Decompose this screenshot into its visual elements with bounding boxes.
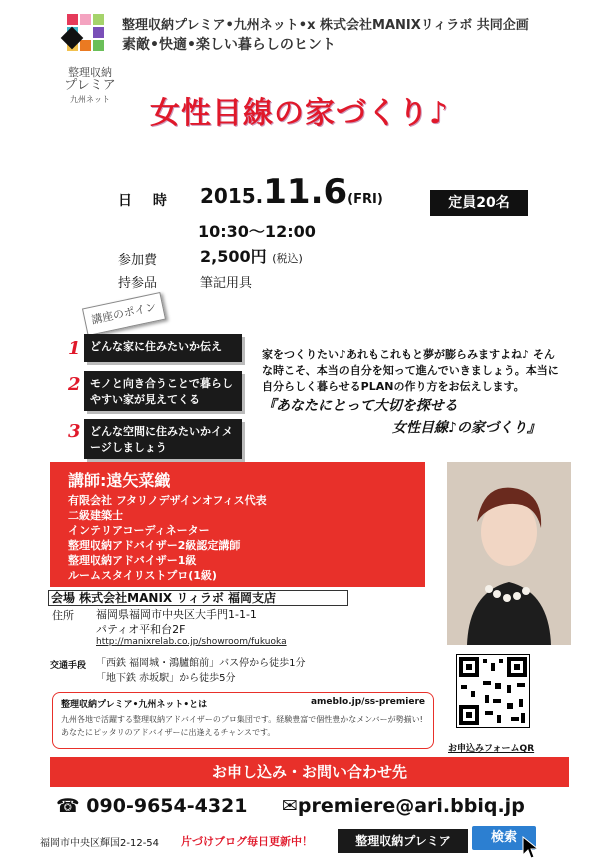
lecturer-name: 講師:遠矢菜織 xyxy=(68,471,171,490)
venue-url-link[interactable]: http://manixrelab.co.jp/showroom/fukuoka xyxy=(96,637,287,647)
qr-code[interactable] xyxy=(456,654,530,728)
intro-emphasis-line2: 女性目線♪の家づくり』 xyxy=(392,420,541,436)
venue-header: 会場 株式会社MANIX リィラボ 福岡支店 xyxy=(48,590,348,606)
header-line2: 素敵•快適•楽しい暮らしのヒント xyxy=(122,37,336,53)
fee-amount: 2,500円 xyxy=(200,247,267,266)
email-address: premiere@ari.bbiq.jp xyxy=(297,795,525,817)
about-blog[interactable]: ameblo.jp/ss-premiere xyxy=(310,697,425,707)
address-line2: パティオ平和台2F xyxy=(96,623,186,636)
about-title-row xyxy=(61,697,425,710)
point-box: モノと向き合うことで暮らしやすい家が見えてくる xyxy=(84,371,242,411)
date-month-day: 11.6 xyxy=(263,172,348,212)
footer-address: 福岡市中央区輝国2-12-54 xyxy=(40,838,160,849)
capacity-badge: 定員20名 xyxy=(430,190,528,216)
bring-value: 筆記用具 xyxy=(200,276,253,291)
footer-blog-note: 片づけブログ毎日更新中！ xyxy=(181,835,313,848)
email-contact[interactable] xyxy=(282,795,525,817)
date-label: 日 時 xyxy=(118,193,175,209)
brand-search-field[interactable]: 整理収納プレミア xyxy=(338,829,468,853)
fee-value xyxy=(200,244,303,267)
point-box: どんな空間に住みたいかイメージしましょう xyxy=(84,419,242,459)
lecturer-credential: 整理収納アドバイザー2級認定講師 xyxy=(68,539,241,552)
lecturer-portrait-image xyxy=(447,462,571,645)
transit-line1: 「西鉄 福岡城・鴻臚館前」バス停から徒歩1分 xyxy=(96,658,306,669)
lecturer-box xyxy=(50,462,425,587)
header-line1: 整理収納プレミア•九州ネット•x 株式会社MANIXリィラボ 共同企画 xyxy=(122,18,529,33)
fee-label: 参加費 xyxy=(118,253,158,268)
cursor-icon xyxy=(522,836,540,860)
phone-number: 090-9654-4321 xyxy=(86,795,248,817)
fee-tax: (税込) xyxy=(272,252,303,265)
logo-square xyxy=(93,40,104,51)
qr-label: お申込みフォームQR xyxy=(448,744,535,754)
point-number: 1 xyxy=(68,338,81,359)
lecturer-credential: 有限会社 フタリノデザインオフィス代表 xyxy=(68,494,267,507)
point-box: どんな家に住みたいか伝え xyxy=(84,334,242,362)
logo-sub: 九州ネット xyxy=(70,95,110,104)
logo-square xyxy=(80,40,91,51)
transit-line2: 「地下鉄 赤坂駅」から徒歩5分 xyxy=(96,673,236,684)
about-description: 九州各地で活躍する整理収納アドバイザーのプロ集団です。経験豊富で個性豊かなメンバーが勢揃い!あなたにピッタリのアドバイザーに出逢えるチャンスです。 xyxy=(61,715,423,737)
phone-contact[interactable] xyxy=(56,795,248,817)
transit-label: 交通手段 xyxy=(50,661,87,671)
logo-square xyxy=(93,27,104,38)
contact-bar: お申し込み・お問い合わせ先 xyxy=(50,757,569,787)
lecturer-credential: 二級建築士 xyxy=(68,509,123,522)
about-box xyxy=(52,692,434,749)
lecturer-photo xyxy=(447,462,571,645)
search-button[interactable]: 検索 xyxy=(472,826,536,850)
qr-code-image xyxy=(457,655,529,727)
logo-name: 整理収納 xyxy=(68,66,112,79)
lecturer-credential: インテリアコーディネーター xyxy=(68,524,210,537)
email-icon: ✉ xyxy=(282,795,298,817)
logo-square xyxy=(93,14,104,25)
points-tag: 講座のポイン xyxy=(82,292,166,336)
intro-emphasis-line1: 『あなたにとって大切を探せる xyxy=(262,398,458,414)
logo-square xyxy=(67,14,78,25)
event-time: 10:30〜12:00 xyxy=(198,222,316,241)
about-title: 整理収納プレミア•九州ネット•とは xyxy=(61,700,208,710)
logo-text xyxy=(60,66,120,106)
address-label: 住所 xyxy=(52,609,74,622)
event-date xyxy=(200,172,383,212)
venue-address xyxy=(96,607,257,637)
transit-info xyxy=(96,656,306,686)
bring-label: 持参品 xyxy=(118,276,158,291)
logo-square xyxy=(80,14,91,25)
address-line1: 福岡県福岡市中央区大手門1-1-1 xyxy=(96,608,257,621)
date-year: 2015. xyxy=(200,184,264,208)
intro-emphasis xyxy=(262,395,562,439)
point-number: 2 xyxy=(68,374,81,395)
intro-text: 家をつくりたい♪あれもこれもと夢が膨らみますよね♪ そんな時こそ、本当の自分を知って進んでいきましょう。本当に自分らしく暮らせるPLANの作り方をお伝えします。 xyxy=(262,348,559,393)
phone-icon: ☎ xyxy=(56,795,80,817)
lecturer-credential: ルームスタイリストプロ(1級) xyxy=(68,569,217,582)
page-title: 女性目線の家づくり♪ xyxy=(150,96,450,131)
lecturer-credential: 整理収納アドバイザー1級 xyxy=(68,554,197,567)
date-weekday: (FRI) xyxy=(347,192,383,207)
point-number: 3 xyxy=(68,421,81,442)
logo-brand: プレミア xyxy=(64,78,116,93)
